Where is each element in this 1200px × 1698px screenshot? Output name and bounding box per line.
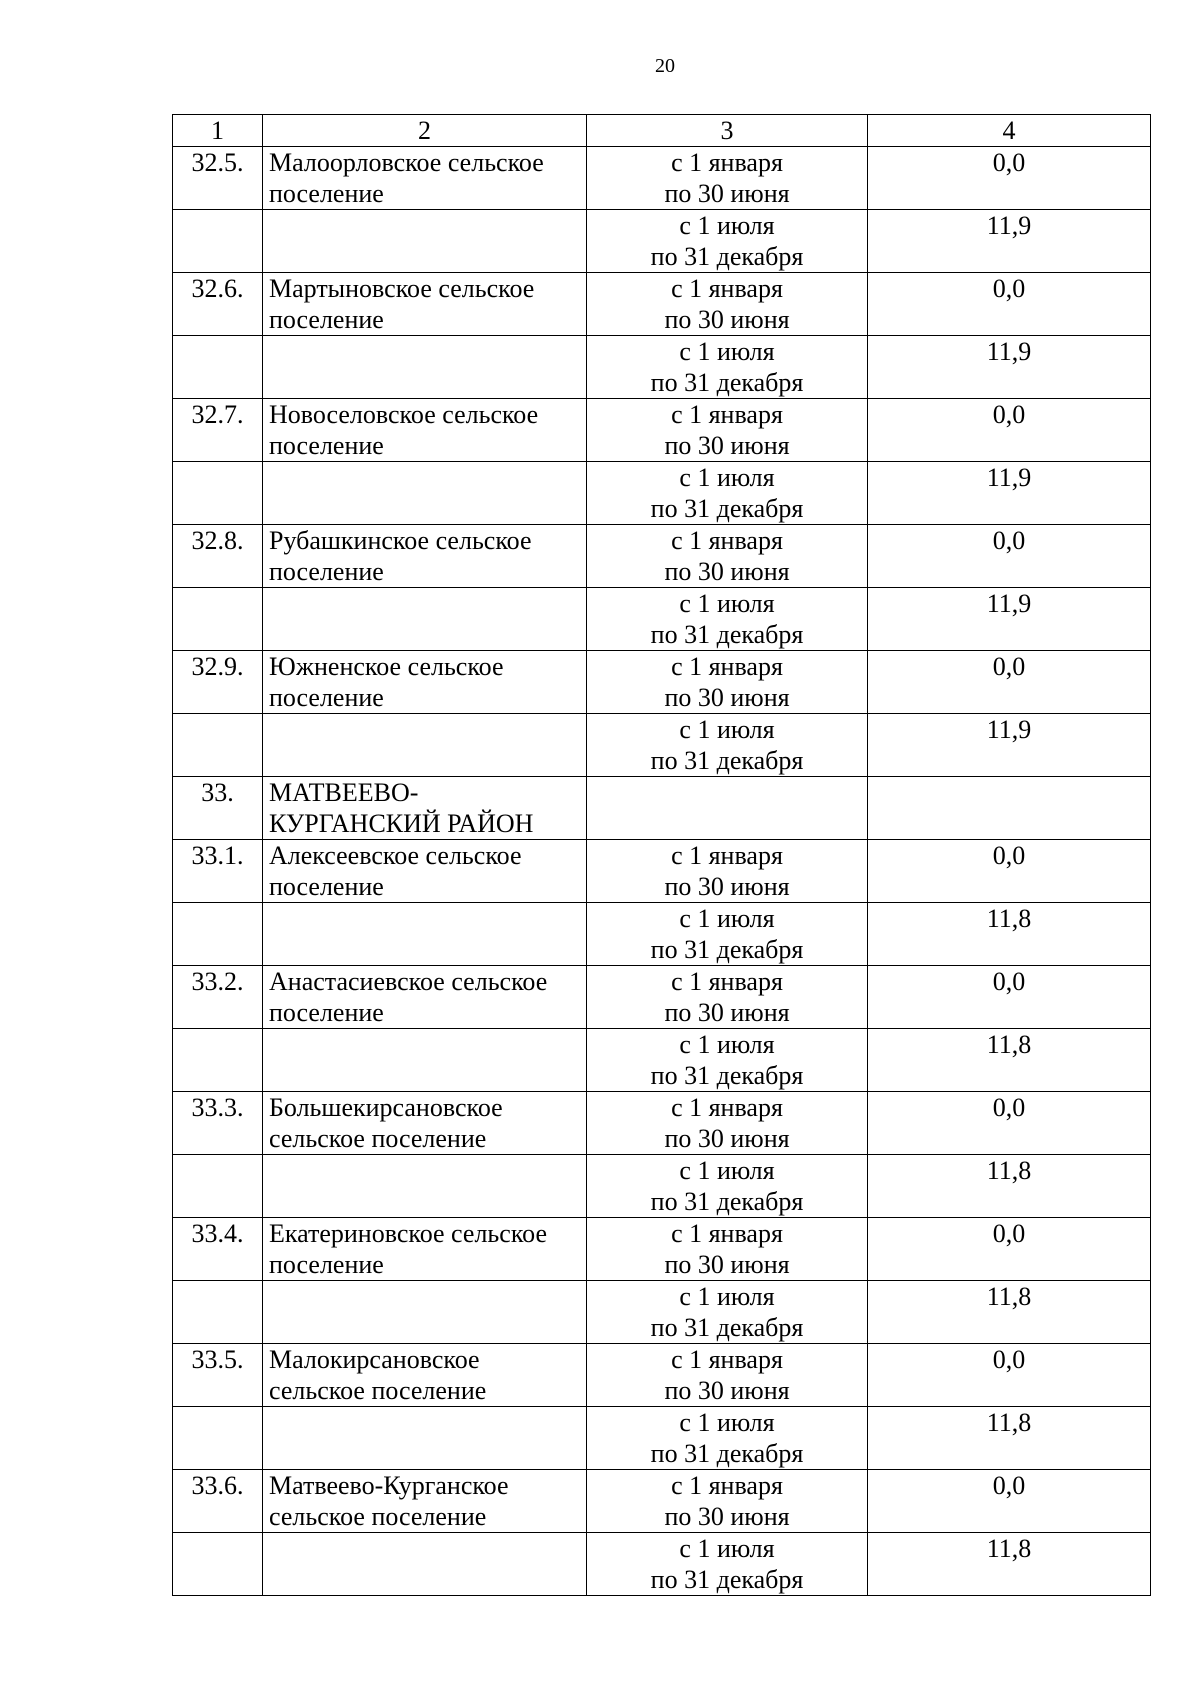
settlement-name-line: поселение (269, 872, 384, 901)
settlement-name (263, 147, 587, 210)
settlement-name-line: Новоселовское сельское (269, 400, 539, 429)
period-end: по 30 июня (664, 1502, 790, 1531)
settlement-name-line: Анастасиевское сельское (269, 967, 548, 996)
rate-cell: 11,8 (868, 1029, 1151, 1092)
settlement-name-empty (263, 210, 587, 273)
settlement-name (263, 1344, 587, 1407)
period-end: по 31 декабря (650, 1565, 804, 1594)
rate-cell: 11,9 (868, 714, 1151, 777)
table-row (173, 1344, 1151, 1407)
settlement-name (263, 525, 587, 588)
period-start: с 1 января (671, 1219, 783, 1248)
table-row (173, 1407, 1151, 1470)
rate-cell: 11,8 (868, 1407, 1151, 1470)
period-cell (587, 840, 868, 903)
rate-cell: 11,8 (868, 1281, 1151, 1344)
period-start: с 1 января (671, 1471, 783, 1500)
period-start: с 1 января (671, 274, 783, 303)
row-number-empty (173, 1281, 263, 1344)
period-start: с 1 июля (679, 904, 775, 933)
period-start: с 1 июля (679, 463, 775, 492)
settlement-name (263, 273, 587, 336)
page-number: 20 (655, 55, 675, 77)
period-end: по 31 декабря (650, 368, 804, 397)
period-cell (587, 1533, 868, 1596)
settlement-name-line: Матвеево-Курганское (269, 1471, 509, 1500)
row-number: 33. (173, 777, 263, 840)
period-cell (587, 1092, 868, 1155)
row-number: 32.5. (173, 147, 263, 210)
row-number-empty (173, 1533, 263, 1596)
row-number: 33.2. (173, 966, 263, 1029)
period-start: с 1 июля (679, 211, 775, 240)
period-end: по 31 декабря (650, 1313, 804, 1342)
period-cell (587, 903, 868, 966)
rate-cell: 0,0 (868, 1092, 1151, 1155)
settlement-name-line: КУРГАНСКИЙ РАЙОН (269, 809, 534, 838)
period-end: по 31 декабря (650, 494, 804, 523)
rate-cell: 11,9 (868, 336, 1151, 399)
period-cell (587, 210, 868, 273)
settlement-name-line: Малоорловское сельское (269, 148, 544, 177)
table-row (173, 525, 1151, 588)
table-row (173, 588, 1151, 651)
rate-cell: 0,0 (868, 651, 1151, 714)
settlement-name-line: поселение (269, 683, 384, 712)
header-col-4: 4 (868, 115, 1151, 147)
settlement-name-empty (263, 1533, 587, 1596)
period-start: с 1 июля (679, 715, 775, 744)
settlement-name-empty (263, 336, 587, 399)
table-row (173, 147, 1151, 210)
settlement-name-empty (263, 903, 587, 966)
period-cell (587, 273, 868, 336)
row-number-empty (173, 714, 263, 777)
period-start: с 1 июля (679, 1156, 775, 1185)
rate-cell: 0,0 (868, 1344, 1151, 1407)
period-end: по 31 декабря (650, 1187, 804, 1216)
rate-cell: 11,8 (868, 903, 1151, 966)
period-end: по 31 декабря (650, 620, 804, 649)
rate-cell: 11,8 (868, 1155, 1151, 1218)
settlement-name (263, 651, 587, 714)
row-number-empty (173, 336, 263, 399)
rates-table (172, 114, 1151, 1596)
settlement-name (263, 399, 587, 462)
period-end: по 30 июня (664, 557, 790, 586)
period-cell (587, 1344, 868, 1407)
rate-cell: 11,8 (868, 1533, 1151, 1596)
rate-cell: 0,0 (868, 399, 1151, 462)
row-number-empty (173, 462, 263, 525)
period-cell (587, 714, 868, 777)
table-row (173, 399, 1151, 462)
row-number: 32.8. (173, 525, 263, 588)
table-row (173, 966, 1151, 1029)
table-row (173, 1029, 1151, 1092)
period-cell (587, 777, 868, 840)
table-row (173, 1218, 1151, 1281)
period-start: с 1 января (671, 148, 783, 177)
table-row (173, 462, 1151, 525)
settlement-name-empty (263, 1407, 587, 1470)
period-end: по 30 июня (664, 683, 790, 712)
settlement-name-line: Екатериновское сельское (269, 1219, 547, 1248)
settlement-name (263, 840, 587, 903)
period-end: по 30 июня (664, 998, 790, 1027)
rate-cell: 0,0 (868, 525, 1151, 588)
settlement-name-empty (263, 1155, 587, 1218)
rate-cell: 0,0 (868, 840, 1151, 903)
table-row (173, 1155, 1151, 1218)
rate-cell: 11,9 (868, 210, 1151, 273)
header-row (173, 115, 1151, 147)
settlement-name-line: Рубашкинское сельское (269, 526, 532, 555)
settlement-name-empty (263, 462, 587, 525)
period-cell (587, 966, 868, 1029)
header-col-1: 1 (173, 115, 263, 147)
table-row (173, 273, 1151, 336)
settlement-name-line: поселение (269, 305, 384, 334)
period-start: с 1 июля (679, 1408, 775, 1437)
period-cell (587, 462, 868, 525)
table-row (173, 1281, 1151, 1344)
table-row (173, 1092, 1151, 1155)
row-number: 32.7. (173, 399, 263, 462)
settlement-name-empty (263, 714, 587, 777)
settlement-name (263, 1092, 587, 1155)
period-start: с 1 января (671, 1345, 783, 1374)
settlement-name-line: поселение (269, 1250, 384, 1279)
period-cell (587, 651, 868, 714)
period-start: с 1 июля (679, 1534, 775, 1563)
period-start: с 1 января (671, 526, 783, 555)
rate-cell: 0,0 (868, 1218, 1151, 1281)
period-start: с 1 января (671, 841, 783, 870)
period-end: по 30 июня (664, 1250, 790, 1279)
row-number: 32.6. (173, 273, 263, 336)
table-row (173, 1533, 1151, 1596)
settlement-name-line: Южненское сельское (269, 652, 504, 681)
row-number: 32.9. (173, 651, 263, 714)
period-end: по 30 июня (664, 872, 790, 901)
row-number-empty (173, 903, 263, 966)
period-cell (587, 1470, 868, 1533)
settlement-name-line: поселение (269, 557, 384, 586)
settlement-name-line: сельское поселение (269, 1124, 487, 1153)
rate-cell: 0,0 (868, 966, 1151, 1029)
rate-cell (868, 777, 1151, 840)
table-row (173, 1470, 1151, 1533)
settlement-name-line: Мартыновское сельское (269, 274, 535, 303)
period-cell (587, 1218, 868, 1281)
period-start: с 1 января (671, 400, 783, 429)
period-end: по 31 декабря (650, 935, 804, 964)
rate-cell: 0,0 (868, 273, 1151, 336)
header-col-3: 3 (587, 115, 868, 147)
row-number: 33.6. (173, 1470, 263, 1533)
header-col-2: 2 (263, 115, 587, 147)
table-row (173, 840, 1151, 903)
table-row (173, 714, 1151, 777)
period-end: по 30 июня (664, 179, 790, 208)
section-row (173, 777, 1151, 840)
period-cell (587, 1281, 868, 1344)
period-end: по 31 декабря (650, 242, 804, 271)
row-number-empty (173, 588, 263, 651)
period-start: с 1 июля (679, 1282, 775, 1311)
row-number: 33.3. (173, 1092, 263, 1155)
rate-cell: 11,9 (868, 462, 1151, 525)
period-end: по 31 декабря (650, 746, 804, 775)
period-start: с 1 января (671, 1093, 783, 1122)
period-cell (587, 525, 868, 588)
settlement-name-empty (263, 1029, 587, 1092)
table-row (173, 210, 1151, 273)
period-cell (587, 588, 868, 651)
period-start: с 1 июля (679, 1030, 775, 1059)
settlement-name-line: МАТВЕЕВО- (269, 778, 419, 807)
row-number: 33.1. (173, 840, 263, 903)
settlement-name-line: сельское поселение (269, 1376, 487, 1405)
row-number: 33.5. (173, 1344, 263, 1407)
settlement-name-empty (263, 588, 587, 651)
settlement-name-line: поселение (269, 179, 384, 208)
period-start: с 1 января (671, 967, 783, 996)
settlement-name (263, 1218, 587, 1281)
period-cell (587, 1029, 868, 1092)
period-start: с 1 июля (679, 337, 775, 366)
period-cell (587, 1155, 868, 1218)
row-number-empty (173, 1407, 263, 1470)
row-number-empty (173, 1155, 263, 1218)
table-row (173, 336, 1151, 399)
period-cell (587, 147, 868, 210)
settlement-name-line: поселение (269, 431, 384, 460)
row-number-empty (173, 210, 263, 273)
period-end: по 30 июня (664, 1376, 790, 1405)
settlement-name (263, 966, 587, 1029)
period-cell (587, 336, 868, 399)
rates-table-body (173, 115, 1151, 1596)
period-start: с 1 июля (679, 589, 775, 618)
period-end: по 30 июня (664, 1124, 790, 1153)
row-number-empty (173, 1029, 263, 1092)
period-end: по 30 июня (664, 305, 790, 334)
period-end: по 31 декабря (650, 1061, 804, 1090)
settlement-name-empty (263, 1281, 587, 1344)
table-row (173, 651, 1151, 714)
rate-cell: 11,9 (868, 588, 1151, 651)
period-cell (587, 1407, 868, 1470)
rate-cell: 0,0 (868, 147, 1151, 210)
settlement-name-line: Большекирсановское (269, 1093, 503, 1122)
period-end: по 30 июня (664, 431, 790, 460)
period-start: с 1 января (671, 652, 783, 681)
settlement-name (263, 777, 587, 840)
period-cell (587, 399, 868, 462)
table-row (173, 903, 1151, 966)
rate-cell: 0,0 (868, 1470, 1151, 1533)
row-number: 33.4. (173, 1218, 263, 1281)
settlement-name-line: Алексеевское сельское (269, 841, 522, 870)
settlement-name-line: поселение (269, 998, 384, 1027)
settlement-name (263, 1470, 587, 1533)
settlement-name-line: Малокирсановское (269, 1345, 480, 1374)
settlement-name-line: сельское поселение (269, 1502, 487, 1531)
period-end: по 31 декабря (650, 1439, 804, 1468)
